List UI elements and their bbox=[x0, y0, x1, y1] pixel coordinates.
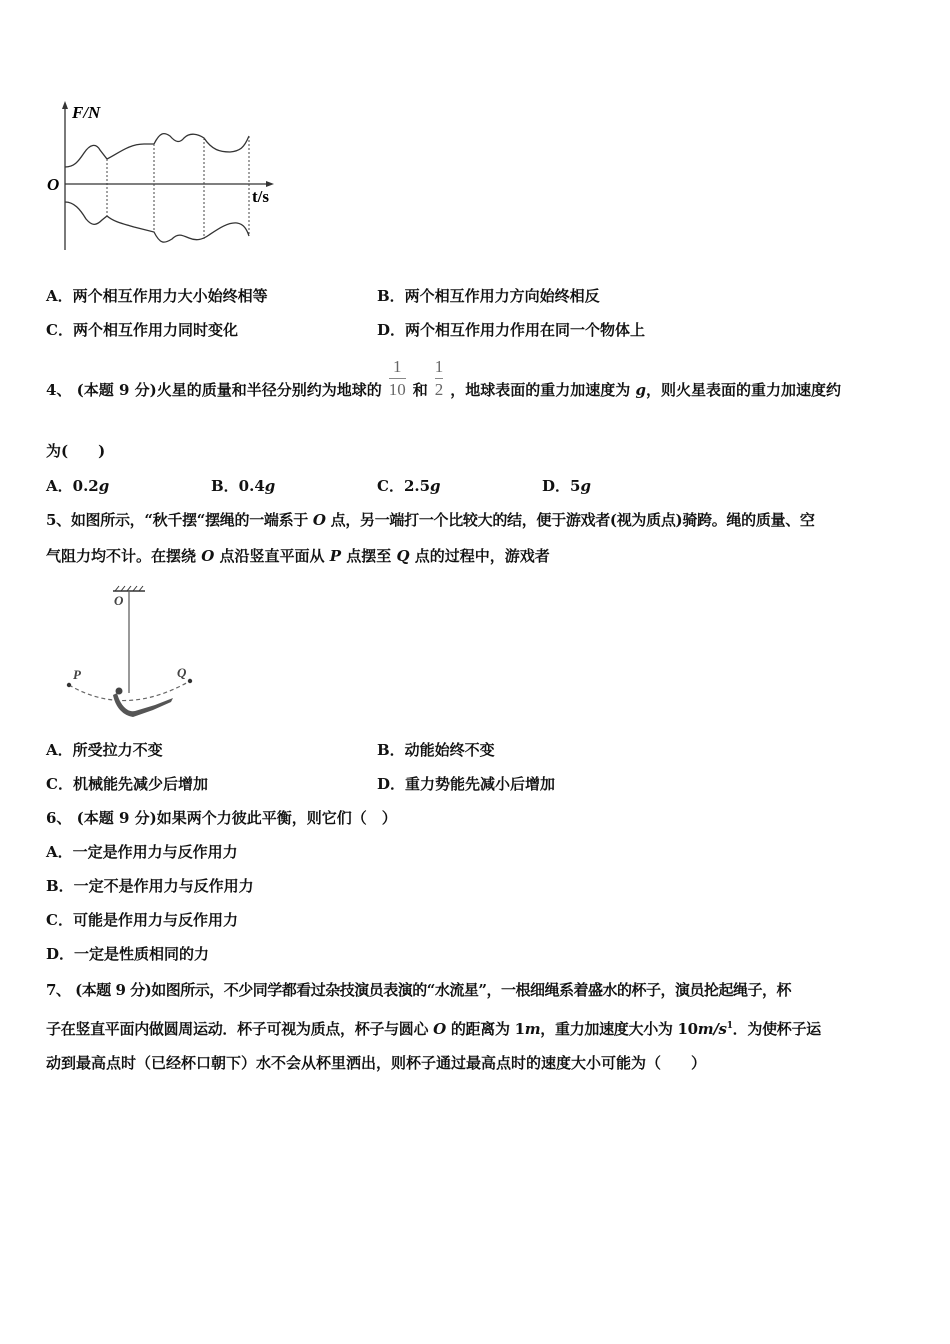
force-time-graph bbox=[44, 98, 284, 253]
q5-stem-cont: 气阻力均不计。在摆绕 O 点沿竖直平面从 P 点摆至 Q 点的过程中，游戏者 bbox=[46, 547, 550, 565]
q6-option-b[interactable]: B．一定不是作用力与反作用力 bbox=[46, 877, 254, 895]
swinger-figure bbox=[113, 693, 173, 717]
svg-text:O: O bbox=[114, 593, 124, 608]
q5-option-d[interactable]: D．重力势能先减小后增加 bbox=[377, 775, 556, 793]
origin-label: O bbox=[47, 175, 60, 194]
q4-stem bbox=[46, 357, 841, 400]
q6-stem: 6、 (本题 9 分)如果两个力彼此平衡，则它们（ ） bbox=[46, 809, 397, 827]
q7-stem: 7、 (本题 9 分)如图所示，不少同学都看过杂技演员表演的“水流星”，一根细绳系着盛水的杯子，演员抡起绳子，杯 bbox=[46, 981, 791, 999]
q4-stem-cont: 为( ) bbox=[46, 442, 106, 460]
q4-text: 4、 (本题 9 分)火星的质量和半径分别约为地球的 bbox=[46, 381, 382, 399]
q4-option-c[interactable]: C．2.5g bbox=[377, 477, 441, 495]
q7-stem-cont: 子在竖直平面内做圆周运动．杯子可视为质点，杯子与圆心 O 的距离为 1m，重力加速度大小为 $10m/s^1$．为使杯子运 bbox=[46, 1020, 821, 1038]
q4-option-b[interactable]: B．0.4g bbox=[211, 477, 276, 495]
q5-option-c[interactable]: C．机械能先减少后增加 bbox=[46, 775, 208, 793]
q4-option-a[interactable]: A．0.2g bbox=[46, 477, 110, 495]
q5-option-b[interactable]: B．动能始终不变 bbox=[377, 741, 495, 759]
q4-var-g: g bbox=[635, 381, 646, 399]
q6-option-a[interactable]: A．一定是作用力与反作用力 bbox=[46, 843, 238, 861]
fraction-one-half: $\frac{1}{2}$ bbox=[434, 357, 444, 399]
q7-stem-end: 动到最高点时（已经杯口朝下）水不会从杯里洒出，则杯子通过最高点时的速度大小可能为（ ） bbox=[46, 1054, 707, 1072]
q4-and: 和 bbox=[412, 381, 428, 399]
q3-option-d[interactable]: D．两个相互作用力作用在同一个物体上 bbox=[377, 321, 646, 339]
svg-text:P: P bbox=[73, 667, 81, 682]
q4-option-d[interactable]: D．5g bbox=[542, 477, 591, 495]
q3-option-c[interactable]: C．两个相互作用力同时变化 bbox=[46, 321, 238, 339]
q6-option-c[interactable]: C．可能是作用力与反作用力 bbox=[46, 911, 238, 929]
fraction-one-tenth: $\frac{1}{10}$ bbox=[388, 357, 406, 399]
q5-stem: 5、如图所示，“秋千摆“摆绳的一端系于 O 点，另一端打一个比较大的结，便于游戏者(视为质点)骑跨。绳的质量、空 bbox=[46, 511, 815, 529]
y-axis-label: F/N bbox=[72, 103, 101, 122]
q5-option-a[interactable]: A．所受拉力不变 bbox=[46, 741, 163, 759]
svg-text:Q: Q bbox=[177, 665, 187, 680]
q6-option-d[interactable]: D．一定是性质相同的力 bbox=[46, 945, 210, 963]
q3-option-a[interactable]: A．两个相互作用力大小始终相等 bbox=[46, 287, 268, 305]
swing-figure bbox=[55, 583, 205, 723]
q3-option-b[interactable]: B．两个相互作用力方向始终相反 bbox=[377, 287, 600, 305]
q4-text: ，地球表面的重力加速度为 bbox=[450, 381, 636, 399]
q4-text: ，则火星表面的重力加速度约 bbox=[646, 381, 842, 399]
x-axis-label: t/s bbox=[252, 187, 269, 206]
